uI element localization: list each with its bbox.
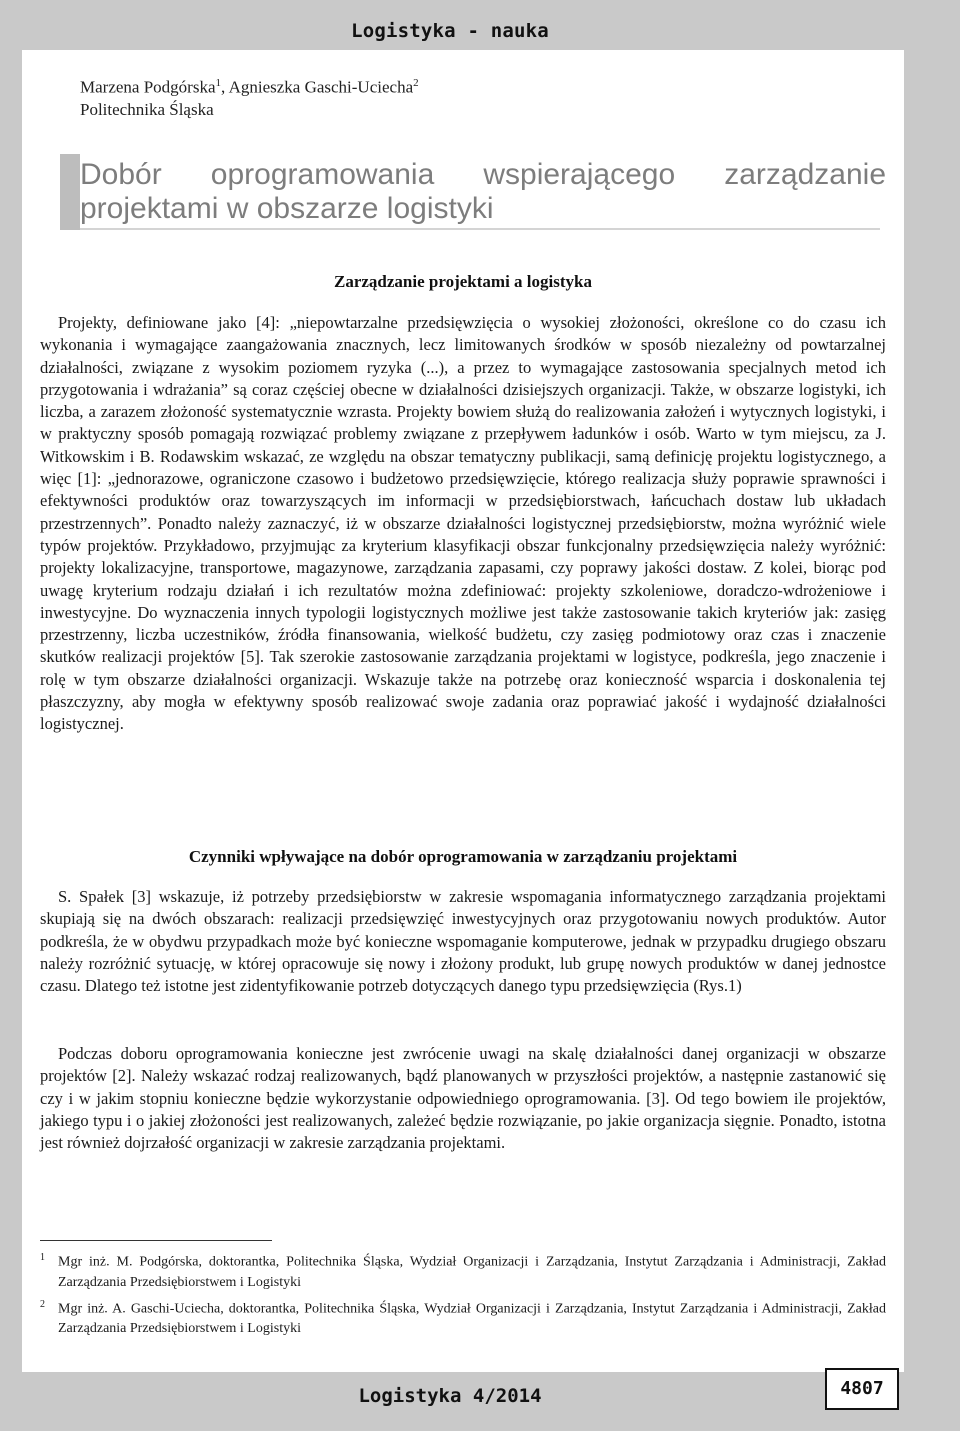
- section-2-paragraph-2: Podczas doboru oprogramowania konieczne jest zwrócenie uwagi na skalę działalności danej organizacji w obszarze projektów [2]. Należy wskazać rodzaj realizowanych, bądź planowanych w przyszłości projektów, a następnie zastanowić się czy i w jakim stopniu konieczne będzie wykorzystanie odpowiedniego oprogramowania. [3]. Od tego bowiem ile projektów, jakiego typu i o jakiej złożoności jest realizowanych, zależeć będzie rozwiązanie, po jakie organizacja sięgnie. Ponadto, istotna jest również dojrzałość organizacji w zakresie zarządzania projektami.: [40, 1044, 886, 1153]
- author-2-footnote-mark: 2: [413, 77, 419, 89]
- author-1-footnote-mark: 1: [215, 77, 221, 89]
- footnote-2: [40, 1295, 886, 1340]
- author-line: [80, 72, 419, 99]
- author-2: Agnieszka Gaschi-Uciecha: [228, 77, 414, 97]
- footnote-1-mark: 1: [40, 1252, 45, 1263]
- author-separator: ,: [221, 77, 229, 97]
- title-divider: [80, 228, 880, 230]
- section-2-paragraph-1: S. Spałek [3] wskazuje, iż potrzeby przedsiębiorstw w zakresie wspomagania informatycznego zarządzania projektami skupiają się na dwóch obszarach: realizacji przedsięwzięć inwestycyjnych oraz przygotowaniu nowych produktów. Autor podkreśla, że w obydwu przypadkach może być konieczne wspomaganie komputerowe, jednak w przypadku drugiego obszaru należy rozróżnić sytuację, w której opracowuje się nowy i złożony produkt, lub grupę nowych produktów w danej jednostce czasu. Dlatego też istotne jest zidentyfikowanie potrzeb dotyczących danego typu przedsięwzięcia (Rys.1): [40, 887, 886, 996]
- footnote-2-text: Mgr inż. A. Gaschi-Uciecha, doktorantka, Politechnika Śląska, Wydział Organizacji i Zarządzania, Instytut Zarządzania i Administracji, Zakład Zarządzania Przedsiębiorstwem i Logistyki: [58, 1301, 886, 1337]
- article-page: [22, 50, 904, 1372]
- footnote-1-text: Mgr inż. M. Podgórska, doktorantka, Politechnika Śląska, Wydział Organizacji i Zarządzania, Instytut Zarządzania i Administracji, Zakład Zarządzania Przedsiębiorstwem i Logistyki: [58, 1254, 886, 1290]
- journal-header: Logistyka - nauka: [351, 20, 549, 42]
- footnote-1: [40, 1248, 886, 1293]
- page-number: 4807: [825, 1368, 899, 1410]
- footnotes: [40, 1248, 886, 1341]
- article-title: Dobór oprogramowania wspierającego zarządzanie projektami w obszarze logistyki: [80, 158, 886, 225]
- footnote-divider: [40, 1240, 272, 1241]
- affiliation: Politechnika Śląska: [80, 99, 214, 119]
- author-block: [80, 72, 419, 121]
- section-heading-2: Czynniki wpływające na dobór oprogramowania w zarządzaniu projektami: [188, 847, 738, 866]
- author-1: Marzena Podgórska: [80, 77, 216, 97]
- section-1-paragraph: Projekty, definiowane jako [4]: „niepowtarzalne przedsięwzięcia o wysokiej złożoności, określone co do czasu ich wykonania i wymagające zaangażowania znacznych, lecz limitowanych środków w sposób niezależny od powtarzalnej działalności, związane z wysokim poziomem ryzyka (...), a przez to wymagające zastosowania specjalnych metod ich przygotowania i wdrażania” są coraz częściej obecne w działalności dzisiejszych organizacji. Także, w obszarze logistyki, ich liczba, a zarazem złożoność systematycznie wzrasta. Projekty bowiem służą do realizowania założeń i wytycznych logistyki, i w praktyczny sposób pomagają rozwiązać problemy związane z przepływem ładunków i osób. Warto w tym miejscu, za J. Witkowskim i B. Rodawskim wskazać, ze względu na obszar tematyczny publikacji, samą definicję projektu logistycznego, a więc [1]: „jednorazowe, ograniczone czasowo i budżetowo przedsięwzięcie, którego realizacja służy poprawie sprawności i efektywności produktów oraz towarzyszących im informacji w przedsiębiorstwach, łańcuchach dostaw lub układach przestrzennych”. Ponadto należy zaznaczyć, iż w obszarze działalności logistycznej przedsiębiorstw, można wyróżnić wiele typów projektów. Przykładowo, przyjmując za kryterium klasyfikacji obszar funkcjonalny przedsięwzięcia należy wyróżnić: projekty lokalizacyjne, transportowe, magazynowe, zarządzania zapasami, czy poprawy jakości dostaw. Z kolei, biorąc pod uwagę kryterium rodzaju działań i ich rezultatów można zdefiniować: projekty szkoleniowe, doradczo-wdrożeniowe i inwestycyjne. Do wyznaczenia innych typologii logistycznych możliwe jest także zastosowanie takich kryteriów jak: zasięg przestrzenny, liczba uczestników, źródła finansowania, wielkość budżetu, czy zasięg podmiotowy oraz czas i znaczenie skutków realizacji projektów [5]. Tak szerokie zastosowanie zarządzania projektami w logistyce, podkreśla, jego znaczenie i rolę w tym obszarze działalności organizacji. Wskazuje także na potrzebę oraz konieczność wsparcia i doskonalenia tej płaszczyzny, aby mogła w efektywny sposób realizować swoje zadania oraz poprawiać jakość i wydajność działalności logistycznej.: [40, 313, 886, 734]
- footnote-2-mark: 2: [40, 1298, 45, 1310]
- journal-footer: Logistyka 4/2014: [358, 1385, 542, 1407]
- header-strip: [0, 0, 960, 50]
- title-accent-bar: [60, 154, 80, 230]
- section-heading-1: Zarządzanie projektami a logistyka: [334, 272, 592, 291]
